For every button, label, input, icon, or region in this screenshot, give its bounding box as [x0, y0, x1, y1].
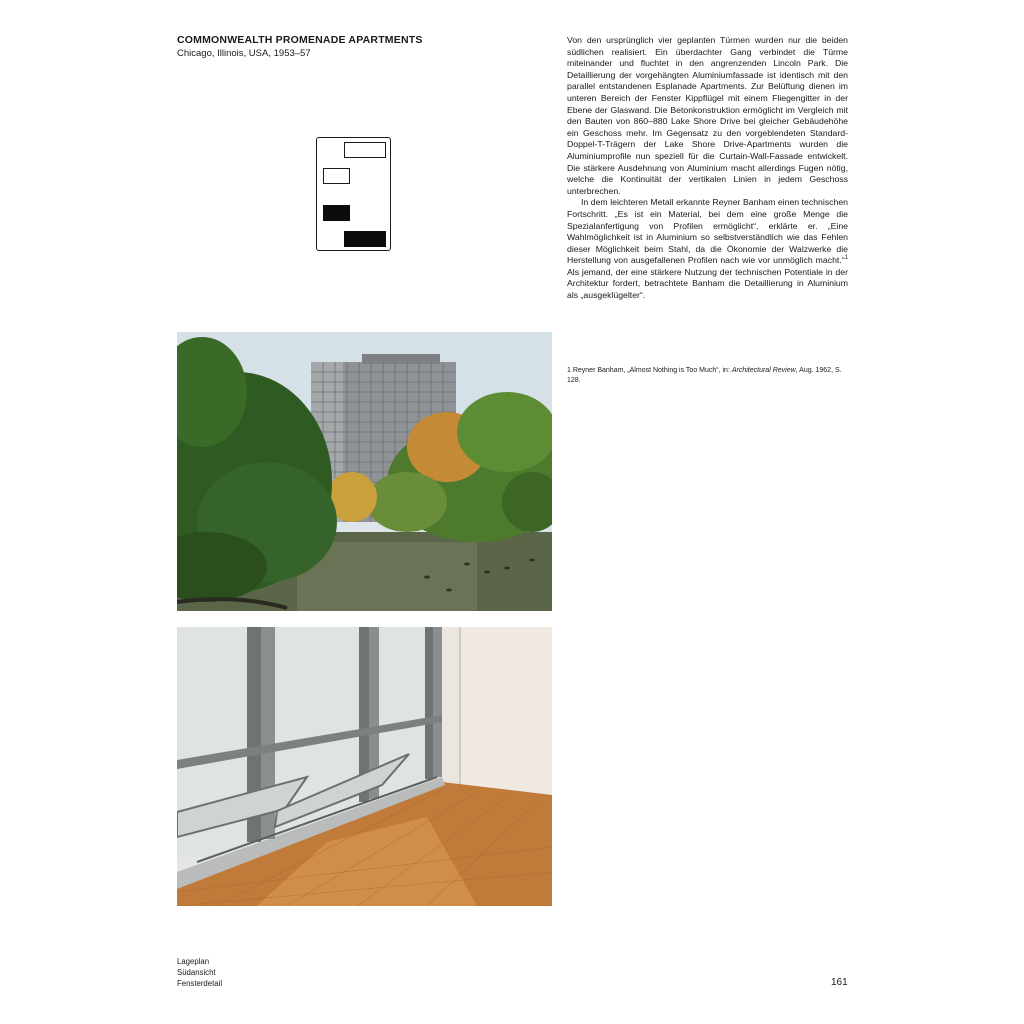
planned-tower-outline: [323, 168, 350, 184]
footnote-text: 1 Reyner Banham, „Almost Nothing is Too Much“, in:: [567, 367, 732, 374]
built-tower: [344, 231, 386, 247]
built-tower: [323, 205, 350, 221]
paragraph: Von den ursprünglich vier geplanten Türmen wurden nur die beiden südlichen realisiert. Ein überdachter Gang verbindet die Türme miteinander und fluchtet in den angrenzenden Lincoln Park. Die Detaillierung der vorgehängten Aluminiumfassade ist identisch mit den parallel entstandenen Esplanade Apartments. Zur Belüftung dienen im unteren Bereich der Fenster Kippflügel mit einem Fliegengitter in der Ebene der Glaswand. Die Betonkonstruktion ermöglicht im Vergleich mit den Bauten von 860–880 Lake Shore Drive bei gleicher Gebäudehöhe ein Geschoss mehr. Im Gegensatz zu den vorgeblendeten Standard-Doppel-T-Trägern der Lake Shore Drive-Apartments wurden die Aluminiumprofile nun speziell für die Curtain-Wall-Fassade entwickelt. Die stärkere Ausdehnung von Aluminium macht allerdings Fugen nötig, welche die Kontinuität der vertikalen Linien in jedem Geschoss unterbrechen.: [567, 35, 848, 196]
captions: [177, 957, 222, 989]
paragraph-text: Als jemand, der eine stärkere Nutzung der technischen Potentiale in der Architektur fordert, betrachtete Banham die Detaillierung in Aluminium als „ausgeklügelter“.: [567, 266, 848, 301]
caption-site-plan: Lageplan: [177, 957, 210, 966]
paragraph-text: In dem leichteren Metall erkannte Reyner Banham einen technischen Fortschritt. „Es ist ein Material, bei dem eine große Menge die Spezialanfertigung von Profilen ermöglicht“, erklärte er. „Eine Wahlmöglichkeit ist in Aluminium so selbstverständlich wie das Fehlen dieser Möglichkeit beim Stahl, da die Ökonomie der Walzwerke die Herstellung von ausgefallenen Profilen nach wie vor unmöglich macht.“: [567, 197, 848, 266]
footnote: [567, 366, 848, 386]
page-number: 161: [831, 977, 848, 988]
caption-window-detail: Fensterdetail: [177, 978, 223, 988]
footnote-marker: 1: [844, 255, 848, 262]
caption-south-view: Südansicht: [177, 967, 216, 977]
footnote-journal: Architectural Review: [731, 367, 796, 374]
body-text: [567, 35, 848, 302]
page-subtitle: Chicago, Illinois, USA, 1953–57: [177, 48, 311, 59]
page-title: COMMONWEALTH PROMENADE APARTMENTS: [177, 34, 423, 46]
planned-tower-outline: [344, 142, 386, 158]
photo-window-detail: [177, 627, 552, 906]
photo-south-view: [177, 332, 552, 611]
site-plan-diagram: [316, 137, 391, 251]
paragraph: [567, 197, 848, 301]
footnote-tail: , Aug. 1962, S. 128.: [567, 367, 842, 384]
